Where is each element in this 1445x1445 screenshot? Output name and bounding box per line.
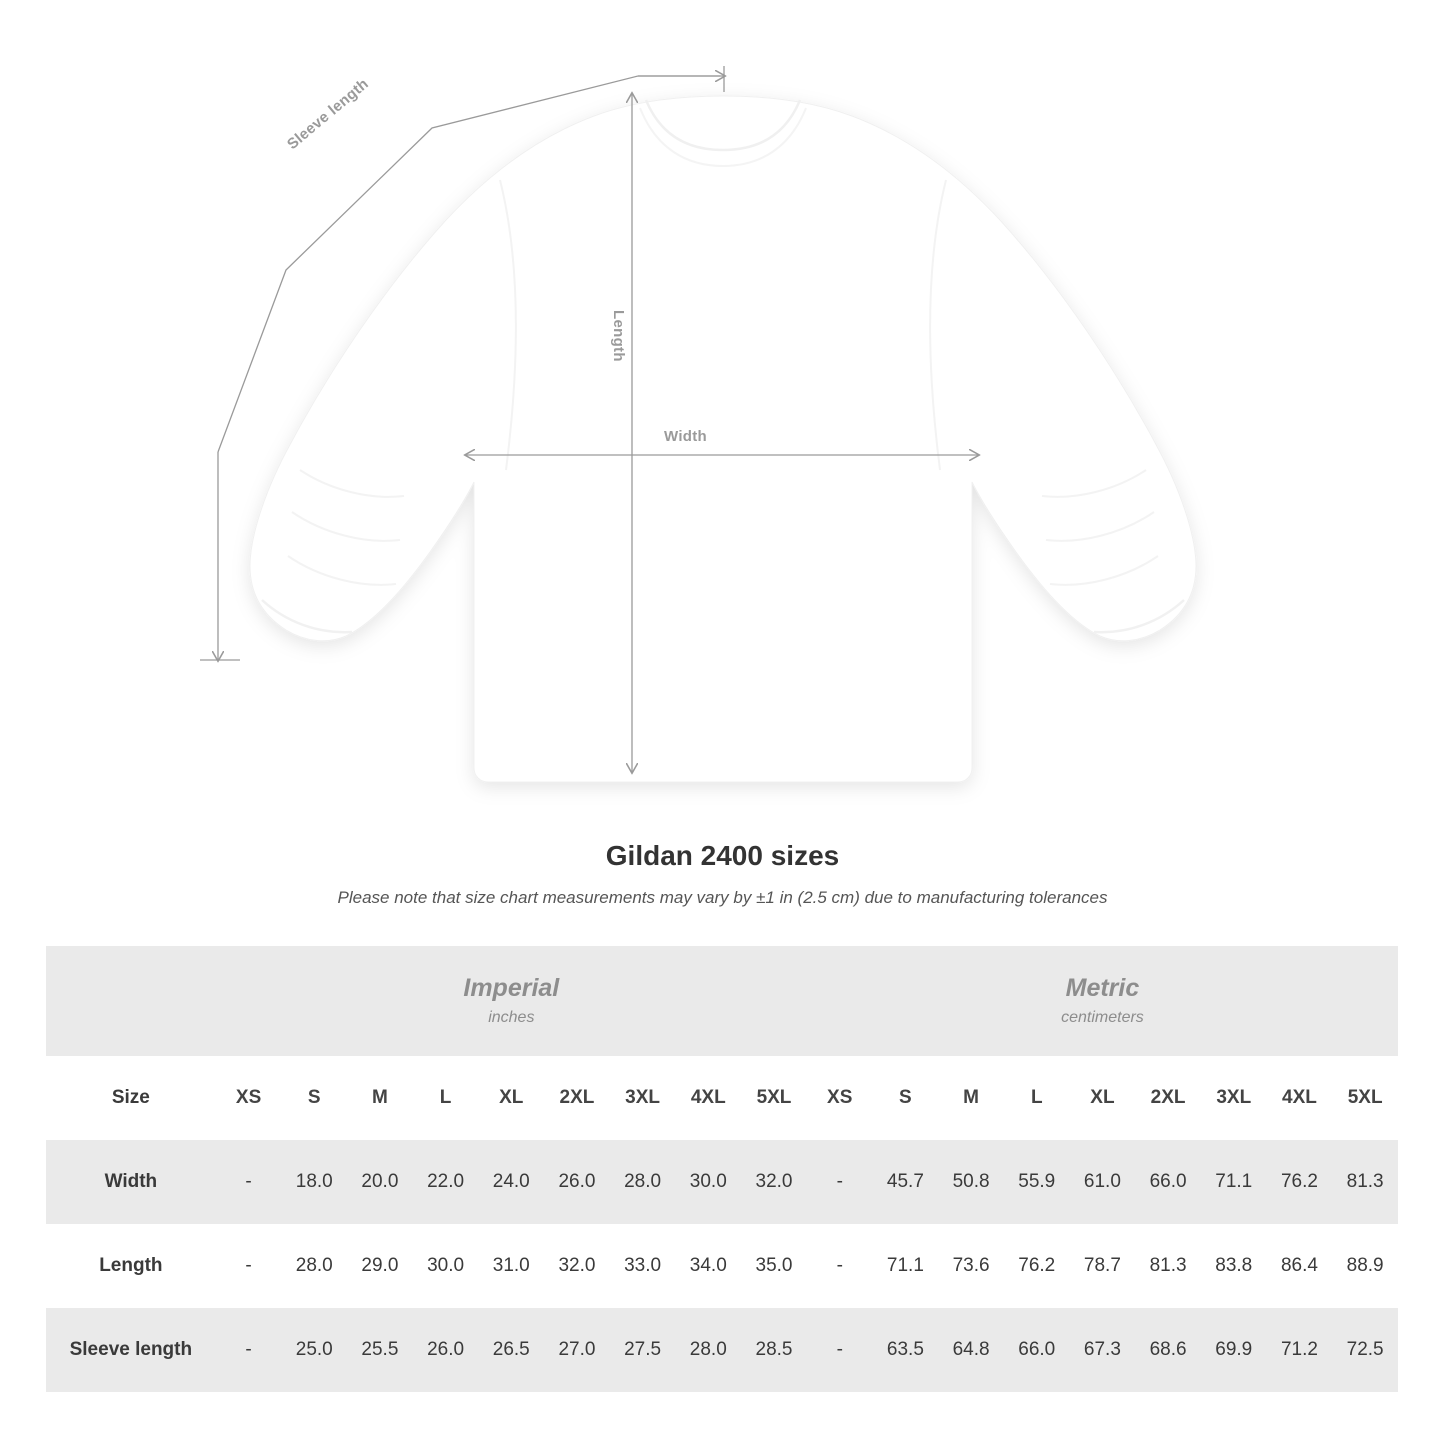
- cell: 66.0: [1135, 1140, 1201, 1224]
- cell: 78.7: [1070, 1224, 1136, 1308]
- cell: 20.0: [347, 1140, 413, 1224]
- cell: 24.0: [478, 1140, 544, 1224]
- size-header-cell: Size: [46, 1056, 216, 1140]
- cell: 26.0: [544, 1140, 610, 1224]
- unit-metric-name: Metric: [1065, 974, 1140, 1003]
- cell: 76.2: [1267, 1140, 1333, 1224]
- size-table-wrapper: [46, 946, 1398, 1392]
- row-label-sleeve-length: Sleeve length: [46, 1308, 216, 1392]
- cell: 33.0: [610, 1224, 676, 1308]
- table-row: [46, 1140, 1398, 1224]
- cell: 30.0: [413, 1224, 479, 1308]
- cell: -: [216, 1308, 282, 1392]
- column-header-cell: 4XL: [675, 1056, 741, 1140]
- column-header-cell: M: [938, 1056, 1004, 1140]
- length-label: Length: [610, 310, 627, 362]
- column-header-cell: 3XL: [1201, 1056, 1267, 1140]
- column-header-cell: 5XL: [741, 1056, 807, 1140]
- unit-header-imperial: [216, 946, 807, 1056]
- cell: -: [807, 1224, 873, 1308]
- cell: -: [216, 1224, 282, 1308]
- cell: 28.5: [741, 1308, 807, 1392]
- cell: 27.0: [544, 1308, 610, 1392]
- tolerance-note: Please note that size chart measurements may vary by ±1 in (2.5 cm) due to manufacturing tolerances: [337, 888, 1108, 907]
- column-header-cell: L: [1004, 1056, 1070, 1140]
- column-header-cell: L: [413, 1056, 479, 1140]
- column-header-cell: M: [347, 1056, 413, 1140]
- unit-imperial-name: Imperial: [463, 974, 560, 1003]
- unit-metric-sub: centimeters: [1061, 1008, 1144, 1026]
- cell: 22.0: [413, 1140, 479, 1224]
- page-title: Gildan 2400 sizes: [605, 840, 840, 871]
- cell: 88.9: [1332, 1224, 1398, 1308]
- cell: 55.9: [1004, 1140, 1070, 1224]
- column-header-cell: 5XL: [1332, 1056, 1398, 1140]
- table-row: [46, 1224, 1398, 1308]
- shirt-shape: [250, 96, 1196, 782]
- unit-header-spacer: [46, 946, 216, 1056]
- column-header-cell: S: [873, 1056, 939, 1140]
- cell: 81.3: [1135, 1224, 1201, 1308]
- cell: 32.0: [544, 1224, 610, 1308]
- cell: 50.8: [938, 1140, 1004, 1224]
- cell: 76.2: [1004, 1224, 1070, 1308]
- column-header-cell: XS: [807, 1056, 873, 1140]
- table-row: [46, 1308, 1398, 1392]
- cell: 66.0: [1004, 1308, 1070, 1392]
- cell: 32.0: [741, 1140, 807, 1224]
- cell: 26.0: [413, 1308, 479, 1392]
- cell: 86.4: [1267, 1224, 1333, 1308]
- cell: -: [807, 1140, 873, 1224]
- cell: 72.5: [1332, 1308, 1398, 1392]
- row-label-width: Width: [46, 1140, 216, 1224]
- cell: 71.1: [873, 1224, 939, 1308]
- cell: 29.0: [347, 1224, 413, 1308]
- cell: 28.0: [675, 1308, 741, 1392]
- cell: -: [807, 1308, 873, 1392]
- cell: 27.5: [610, 1308, 676, 1392]
- cell: 71.1: [1201, 1140, 1267, 1224]
- title-block: [0, 840, 1445, 908]
- cell: 30.0: [675, 1140, 741, 1224]
- cell: -: [216, 1140, 282, 1224]
- cell: 18.0: [281, 1140, 347, 1224]
- cell: 25.0: [281, 1308, 347, 1392]
- cell: 68.6: [1135, 1308, 1201, 1392]
- column-header-cell: XL: [478, 1056, 544, 1140]
- cell: 31.0: [478, 1224, 544, 1308]
- column-header-cell: XL: [1070, 1056, 1136, 1140]
- cell: 64.8: [938, 1308, 1004, 1392]
- column-header-cell: 2XL: [544, 1056, 610, 1140]
- row-label-length: Length: [46, 1224, 216, 1308]
- cell: 26.5: [478, 1308, 544, 1392]
- cell: 69.9: [1201, 1308, 1267, 1392]
- column-header-cell: S: [281, 1056, 347, 1140]
- cell: 67.3: [1070, 1308, 1136, 1392]
- cell: 61.0: [1070, 1140, 1136, 1224]
- cell: 83.8: [1201, 1224, 1267, 1308]
- unit-imperial-sub: inches: [488, 1008, 535, 1026]
- column-header-cell: 4XL: [1267, 1056, 1333, 1140]
- cell: 25.5: [347, 1308, 413, 1392]
- cell: 63.5: [873, 1308, 939, 1392]
- cell: 45.7: [873, 1140, 939, 1224]
- cell: 73.6: [938, 1224, 1004, 1308]
- column-header-cell: 3XL: [610, 1056, 676, 1140]
- cell: 81.3: [1332, 1140, 1398, 1224]
- cell: 35.0: [741, 1224, 807, 1308]
- cell: 34.0: [675, 1224, 741, 1308]
- unit-header-row: [46, 946, 1398, 1056]
- width-label: Width: [664, 428, 708, 445]
- cell: 28.0: [281, 1224, 347, 1308]
- column-header-cell: XS: [216, 1056, 282, 1140]
- column-header-cell: 2XL: [1135, 1056, 1201, 1140]
- column-header-row: [46, 1056, 1398, 1140]
- sleeve-length-label: Sleeve length: [284, 75, 372, 154]
- cell: 28.0: [610, 1140, 676, 1224]
- size-table: [46, 946, 1398, 1392]
- cell: 71.2: [1267, 1308, 1333, 1392]
- unit-header-metric: [807, 946, 1398, 1056]
